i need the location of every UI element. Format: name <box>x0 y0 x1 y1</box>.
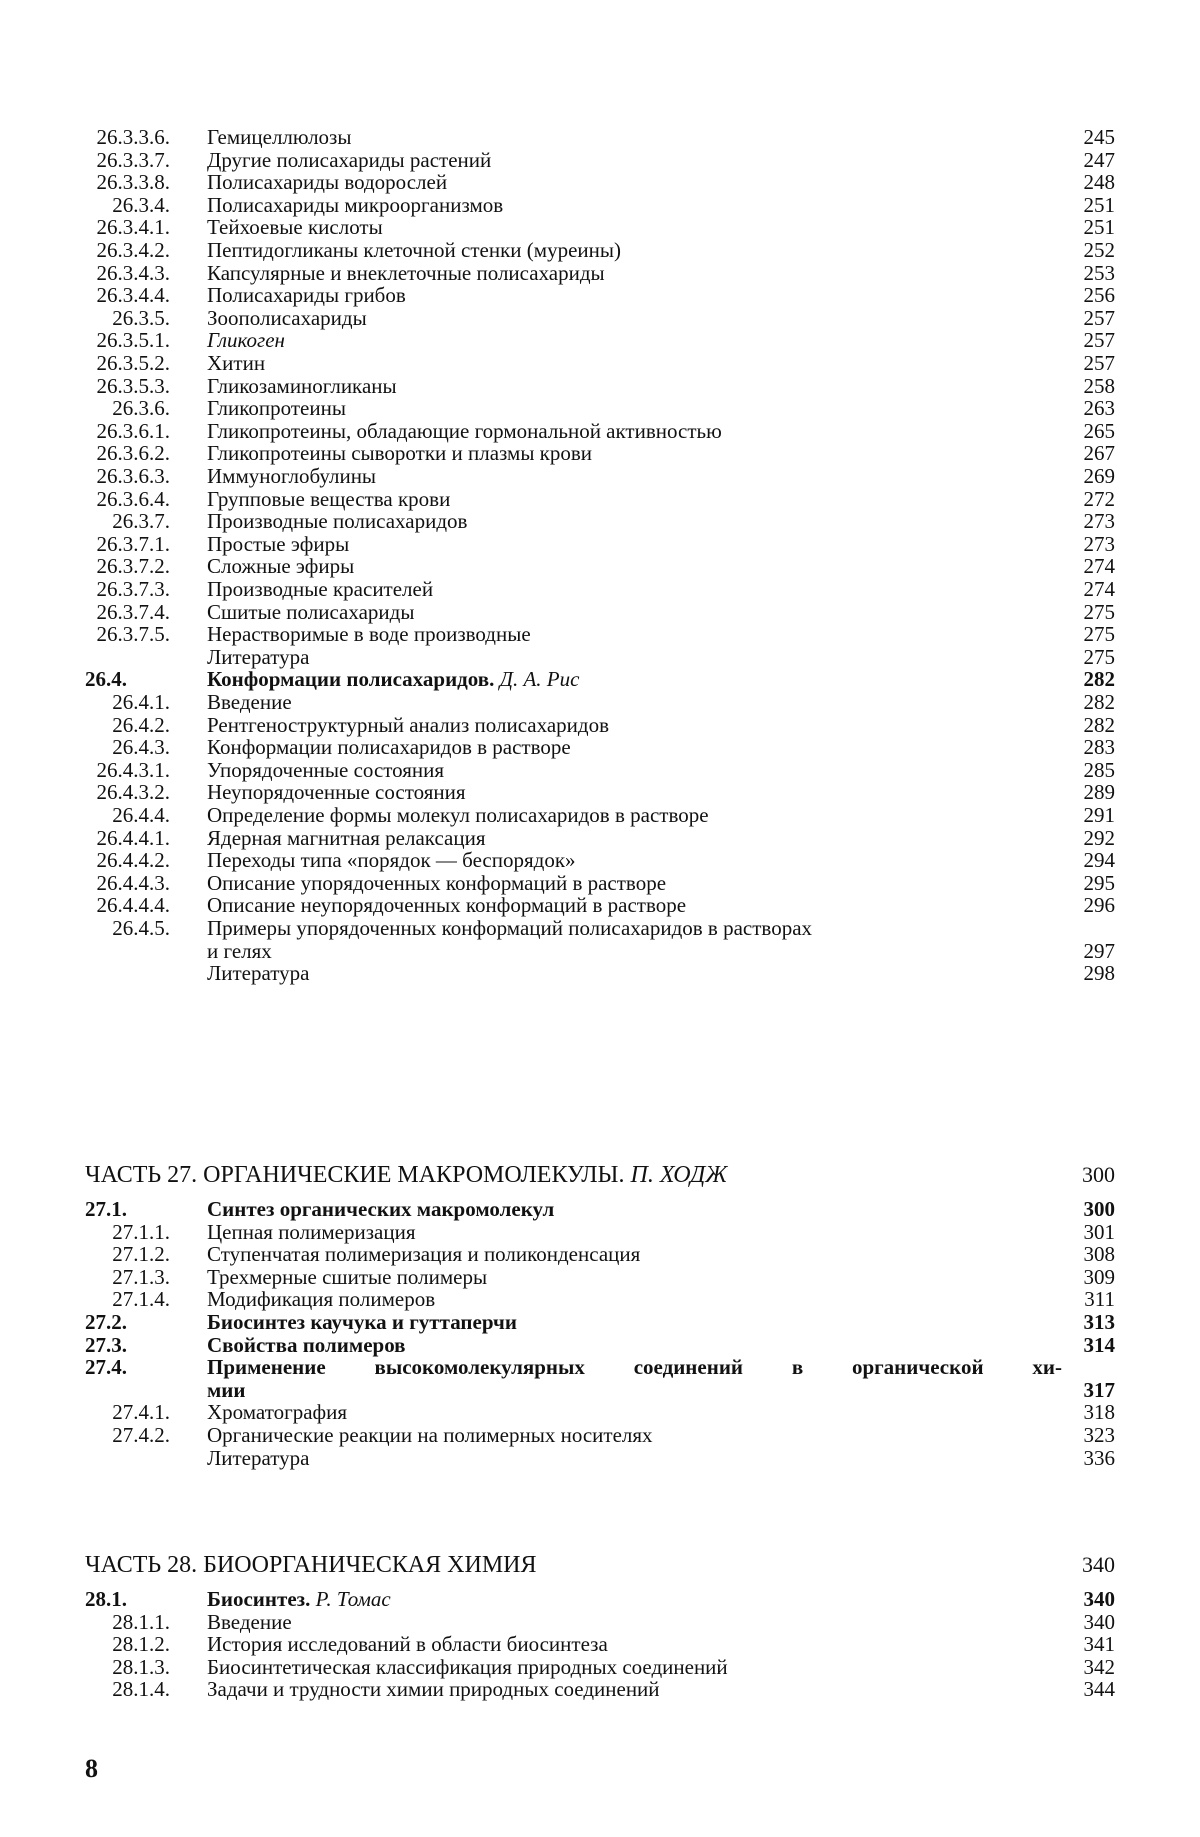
toc-entry-title-text: Синтез органических макромолекул <box>207 1197 555 1221</box>
toc-entry-page: 275 <box>1083 600 1115 624</box>
toc-entry-title-text: Описание неупорядоченных конформаций в растворе <box>207 893 687 917</box>
toc-entry <box>0 826 1200 850</box>
part-heading <box>0 1550 1200 1580</box>
toc-entry-page: 285 <box>1083 758 1115 782</box>
toc-entry-title-text: Переходы типа «порядок — беспорядок» <box>207 848 576 872</box>
toc-entry-number: 26.3.7.1. <box>96 532 170 556</box>
toc-entry-page: 257 <box>1083 328 1115 352</box>
toc-entry <box>0 1677 1200 1701</box>
toc-entry-page: 296 <box>1083 893 1115 917</box>
toc-entry-title <box>207 848 576 872</box>
toc-entry <box>0 396 1200 420</box>
toc-entry-number: 26.3.5.2. <box>96 351 170 375</box>
toc-entry-title <box>207 961 309 985</box>
toc-entry-title <box>207 1400 347 1424</box>
toc-entry-title-text: Сложные эфиры <box>207 554 355 578</box>
toc-entry-title <box>207 1655 728 1679</box>
toc-entry-number: 28.1.3. <box>112 1655 170 1679</box>
toc-entry-number: 26.3.4.1. <box>96 215 170 239</box>
toc-entry-title-text: Биосинтез. <box>207 1587 311 1611</box>
toc-entry-title-text: Иммуноглобулины <box>207 464 377 488</box>
toc-entry-title <box>207 396 346 420</box>
toc-entry-author: Д. А. Рис <box>499 667 580 691</box>
toc-entry-number: 26.4.2. <box>112 713 170 737</box>
toc-entry-page: 283 <box>1083 735 1115 759</box>
toc-entry <box>0 374 1200 398</box>
toc-entry-title <box>207 306 367 330</box>
toc-entry-title <box>207 893 686 917</box>
toc-entry-number: 27.4.2. <box>112 1423 170 1447</box>
toc-entry <box>0 441 1200 465</box>
toc-entry <box>0 645 1200 669</box>
toc-entry-title-text: Задачи и трудности химии природных соединений <box>207 1677 660 1701</box>
toc-entry-page: 252 <box>1083 238 1115 262</box>
toc-entry-title <box>207 170 447 194</box>
toc-entry-title <box>207 1242 640 1266</box>
toc-entry <box>0 554 1200 578</box>
toc-entry-title-text: Хроматография <box>207 1400 348 1424</box>
toc-entry-number: 28.1.2. <box>112 1632 170 1656</box>
toc-entry-number: 27.1.2. <box>112 1242 170 1266</box>
toc-entry-title-text: Гликозаминогликаны <box>207 374 397 398</box>
toc-entry-page: 336 <box>1083 1446 1115 1470</box>
toc-entry <box>0 125 1200 149</box>
toc-entry-title-text: Зоополисахариды <box>207 306 367 330</box>
toc-entry-page: 340 <box>1083 1610 1115 1634</box>
toc-entry-page: 311 <box>1084 1287 1115 1311</box>
toc-entry-number: 26.4.3.1. <box>96 758 170 782</box>
toc-entry-number: 26.3.3.8. <box>96 170 170 194</box>
toc-entry <box>0 170 1200 194</box>
toc-entry-title <box>207 441 592 465</box>
toc-entry-page: 308 <box>1083 1242 1115 1266</box>
toc-entry-number: 26.4.4.4. <box>96 893 170 917</box>
toc-entry <box>0 328 1200 352</box>
toc-entry-title <box>207 622 531 646</box>
toc-entry-title <box>207 735 571 759</box>
toc-entry <box>0 1310 1200 1334</box>
toc-entry <box>0 713 1200 737</box>
toc-entry-page: 298 <box>1083 961 1115 985</box>
toc-entry-title-text: Гликопротеины <box>207 396 346 420</box>
toc-entry <box>0 1333 1200 1357</box>
toc-entry-title <box>207 1677 660 1701</box>
toc-word: Применение <box>207 1355 326 1379</box>
toc-entry-number: 28.1.4. <box>112 1677 170 1701</box>
toc-entry-number: 26.4. <box>85 667 127 691</box>
toc-entry-page: 274 <box>1083 554 1115 578</box>
toc-entry-number: 26.3.3.7. <box>96 148 170 172</box>
toc-entry-page: 341 <box>1083 1632 1115 1656</box>
toc-entry <box>0 464 1200 488</box>
toc-entry-title-text: Тейхоевые кислоты <box>207 215 383 239</box>
toc-entry-page: 263 <box>1083 396 1115 420</box>
toc-entry-title-text: История исследований в области биосинтеза <box>207 1632 608 1656</box>
toc-entry-title-text: Простые эфиры <box>207 532 350 556</box>
toc-entry-title-text: Хитин <box>207 351 266 375</box>
toc-entry-title <box>207 939 272 963</box>
toc-entry-number: 26.3.6.4. <box>96 487 170 511</box>
toc-entry-author: Р. Томас <box>315 1587 391 1611</box>
toc-entry-number: 28.1. <box>85 1587 127 1611</box>
toc-entry-number: 27.2. <box>85 1310 127 1334</box>
toc-entry-number: 26.4.3.2. <box>96 780 170 804</box>
toc-entry <box>0 667 1200 691</box>
toc-entry <box>0 487 1200 511</box>
toc-entry-title <box>207 261 605 285</box>
part-author: П. ХОДЖ <box>630 1162 728 1188</box>
toc-entry-page: 300 <box>1083 1197 1115 1221</box>
toc-entry-title <box>207 1220 415 1244</box>
toc-entry <box>0 1265 1200 1289</box>
toc-entry-number: 26.4.1. <box>112 690 170 714</box>
toc-entry-title-text: Свойства полимеров <box>207 1333 406 1357</box>
toc-entry-title <box>207 577 433 601</box>
toc-entry <box>0 961 1200 985</box>
toc-entry-title-text: Гликопротеины, обладающие гормональной активностью <box>207 419 722 443</box>
toc-entry-title-text: Цепная полимеризация <box>207 1220 416 1244</box>
part-title-text: ЧАСТЬ 27. ОРГАНИЧЕСКИЕ МАКРОМОЛЕКУЛЫ. <box>85 1162 625 1188</box>
toc-entry-page: 267 <box>1083 441 1115 465</box>
toc-entry <box>0 1355 1200 1379</box>
toc-entry-title <box>207 374 397 398</box>
toc-entry-title <box>207 667 579 691</box>
toc-entry <box>0 893 1200 917</box>
toc-entry-number: 26.4.4.1. <box>96 826 170 850</box>
toc-entry <box>0 193 1200 217</box>
toc-entry-page: 253 <box>1083 261 1115 285</box>
toc-entry-title <box>207 193 503 217</box>
toc-entry-number: 26.3.6.3. <box>96 464 170 488</box>
toc-word: органической <box>851 1355 984 1379</box>
toc-entry-title <box>207 464 376 488</box>
toc-entry-page: 313 <box>1083 1310 1115 1334</box>
toc-entry-page: 247 <box>1083 148 1115 172</box>
toc-entry-page: 265 <box>1083 419 1115 443</box>
toc-entry-page: 295 <box>1083 871 1115 895</box>
toc-entry-number: 26.4.5. <box>112 916 170 940</box>
toc-entry <box>0 1587 1200 1611</box>
toc-entry-title-text: Полисахариды микроорганизмов <box>207 193 504 217</box>
toc-entry-page: 275 <box>1083 622 1115 646</box>
toc-entry-page: 251 <box>1083 193 1115 217</box>
toc-entry <box>0 238 1200 262</box>
toc-entry-title-text: Биосинтез каучука и гуттаперчи <box>207 1310 517 1334</box>
toc-entry-title-text: Органические реакции на полимерных носителях <box>207 1423 653 1447</box>
toc-entry-title <box>207 1378 246 1402</box>
toc-entry-number: 27.1.3. <box>112 1265 170 1289</box>
toc-entry <box>0 577 1200 601</box>
toc-entry-page: 301 <box>1083 1220 1115 1244</box>
toc-entry-title <box>207 125 351 149</box>
toc-entry-number: 26.3.4.4. <box>96 283 170 307</box>
toc-entry-page: 323 <box>1083 1423 1115 1447</box>
toc-entry-page: 275 <box>1083 645 1115 669</box>
toc-entry-number: 27.4. <box>85 1355 127 1379</box>
toc-entry-title <box>207 1197 554 1221</box>
toc-entry-title-text: Нерастворимые в воде производные <box>207 622 531 646</box>
toc-entry-number: 26.4.4.2. <box>96 848 170 872</box>
toc-entry-title-text: Введение <box>207 690 292 714</box>
toc-word: в <box>791 1355 804 1379</box>
toc-entry <box>0 780 1200 804</box>
toc-entry-title <box>207 215 383 239</box>
toc-entry <box>0 1423 1200 1447</box>
toc-entry <box>0 871 1200 895</box>
toc-entry-title-text: Ступенчатая полимеризация и поликонденсация <box>207 1242 641 1266</box>
toc-entry-title <box>207 713 609 737</box>
toc-entry-title-text: Другие полисахариды растений <box>207 148 492 172</box>
toc-entry-title <box>207 487 450 511</box>
toc-entry-title-text: Капсулярные и внеклеточные полисахариды <box>207 261 605 285</box>
toc-entry <box>0 1446 1200 1470</box>
toc-entry-number: 26.4.4. <box>112 803 170 827</box>
toc-entry-title <box>207 1446 309 1470</box>
toc-entry <box>0 690 1200 714</box>
toc-entry-title <box>207 1287 435 1311</box>
toc-entry <box>0 1610 1200 1634</box>
toc-word: соединений <box>633 1355 744 1379</box>
toc-entry-title-text: Ядерная магнитная релаксация <box>207 826 486 850</box>
toc-entry <box>0 1655 1200 1679</box>
toc-entry <box>0 600 1200 624</box>
toc-entry-number: 26.3.5.1. <box>96 328 170 352</box>
toc-entry-title-text: Сшитые полисахариды <box>207 600 415 624</box>
toc-entry-title <box>207 645 309 669</box>
toc-entry-page: 291 <box>1083 803 1115 827</box>
toc-entry-title <box>207 1333 406 1357</box>
toc-entry-number: 27.1. <box>85 1197 127 1221</box>
toc-entry-number: 26.3.6. <box>112 396 170 420</box>
toc-entry <box>0 1197 1200 1221</box>
toc-entry-page: 256 <box>1083 283 1115 307</box>
toc-entry-page: 314 <box>1083 1333 1115 1357</box>
toc-entry-title <box>207 509 467 533</box>
toc-entry-page: 342 <box>1083 1655 1115 1679</box>
toc-entry-title-text: Конформации полисахаридов в растворе <box>207 735 571 759</box>
toc-entry <box>0 758 1200 782</box>
toc-entry-page: 282 <box>1083 713 1115 737</box>
toc-entry-title-text: Полисахариды грибов <box>207 283 406 307</box>
toc-entry-title <box>207 351 265 375</box>
toc-entry-title-text: Групповые вещества крови <box>207 487 451 511</box>
toc-word: высокомолекулярных <box>374 1355 585 1379</box>
toc-entry <box>0 261 1200 285</box>
page-number: 8 <box>85 1754 98 1783</box>
toc-entry-page: 292 <box>1083 826 1115 850</box>
toc-entry-page: 274 <box>1083 577 1115 601</box>
toc-entry-title-text: Введение <box>207 1610 292 1634</box>
toc-entry-title <box>207 1423 653 1447</box>
toc-entry-page: 294 <box>1083 848 1115 872</box>
toc-entry-title-text: Производные красителей <box>207 577 434 601</box>
toc-entry-title <box>207 1610 292 1634</box>
toc-entry-number: 26.3.7.2. <box>96 554 170 578</box>
toc-entry-page: 340 <box>1083 1587 1115 1611</box>
toc-entry-page: 269 <box>1083 464 1115 488</box>
toc-entry-title <box>207 690 292 714</box>
toc-entry-number: 26.3.4. <box>112 193 170 217</box>
toc-entry-page: 258 <box>1083 374 1115 398</box>
toc-entry-number: 26.3.7.5. <box>96 622 170 646</box>
toc-entry-page: 344 <box>1083 1677 1115 1701</box>
toc-entry-number: 26.4.4.3. <box>96 871 170 895</box>
toc-entry <box>0 1400 1200 1424</box>
toc-entry-number: 27.3. <box>85 1333 127 1357</box>
toc-entry-title-text: мии <box>207 1378 246 1402</box>
toc-entry-title-text: Модификация полимеров <box>207 1287 436 1311</box>
toc-entry-title-text: Гликопротеины сыворотки и плазмы крови <box>207 441 593 465</box>
toc-entry-number: 26.3.4.3. <box>96 261 170 285</box>
toc-entry-title-text: Литература <box>207 961 310 985</box>
toc-entry-number: 27.1.4. <box>112 1287 170 1311</box>
toc-entry-number: 26.3.6.2. <box>96 441 170 465</box>
toc-entry-title-text: и гелях <box>207 939 272 963</box>
toc-entry <box>0 1242 1200 1266</box>
toc-entry-page: 251 <box>1083 215 1115 239</box>
toc-entry-title <box>207 803 709 827</box>
toc-entry-title-text: Описание упорядоченных конформаций в растворе <box>207 871 667 895</box>
toc-entry <box>0 148 1200 172</box>
toc-entry-page: 282 <box>1083 690 1115 714</box>
toc-entry <box>0 939 1200 963</box>
toc-entry-title-text: Упорядоченные состояния <box>207 758 445 782</box>
toc-entry-title <box>207 1632 608 1656</box>
toc-entry-number: 26.3.4.2. <box>96 238 170 262</box>
toc-entry-number: 26.3.3.6. <box>96 125 170 149</box>
toc-entry-page: 282 <box>1083 667 1115 691</box>
toc-entry-title <box>207 554 354 578</box>
toc-entry-title <box>207 238 621 262</box>
toc-entry-title <box>207 1310 517 1334</box>
toc-entry <box>0 735 1200 759</box>
toc-entry <box>0 1632 1200 1656</box>
toc-entry <box>0 848 1200 872</box>
toc-entry-page: 318 <box>1083 1400 1115 1424</box>
toc-entry-title-text: Пептидогликаны клеточной стенки (муреины) <box>207 238 621 262</box>
toc-entry-title <box>207 283 406 307</box>
toc-entry <box>0 1220 1200 1244</box>
toc-entry-title-text: Конформации полисахаридов. <box>207 667 495 691</box>
toc-entry-title <box>207 916 812 940</box>
toc-entry-title-text: Неупорядоченные состояния <box>207 780 466 804</box>
toc-entry <box>0 916 1200 940</box>
part-page: 340 <box>1082 1552 1115 1577</box>
toc-entry-title <box>207 328 285 352</box>
toc-entry <box>0 509 1200 533</box>
toc-entry-title-text: Трехмерные сшитые полимеры <box>207 1265 488 1289</box>
toc-entry-number: 26.3.7.4. <box>96 600 170 624</box>
toc-entry-number: 26.3.5.3. <box>96 374 170 398</box>
toc-entry-title-text: Определение формы молекул полисахаридов в растворе <box>207 803 709 827</box>
toc-entry-title <box>207 758 444 782</box>
toc-entry-title <box>207 871 666 895</box>
toc-entry-page: 257 <box>1083 351 1115 375</box>
toc-entry-title-text: Полисахариды водорослей <box>207 170 448 194</box>
toc-entry-page: 309 <box>1083 1265 1115 1289</box>
part-page: 300 <box>1082 1162 1115 1187</box>
toc-entry-page: 289 <box>1083 780 1115 804</box>
part-title <box>85 1550 537 1580</box>
toc-entry-number: 26.3.7.3. <box>96 577 170 601</box>
part-title-text: ЧАСТЬ 28. БИООРГАНИЧЕСКАЯ ХИМИЯ <box>85 1552 537 1578</box>
toc-entry-title-text: Гемицеллюлозы <box>207 125 352 149</box>
toc-entry-page: 297 <box>1083 939 1115 963</box>
part-heading <box>0 1160 1200 1190</box>
toc-entry-title <box>207 1355 1062 1379</box>
toc-word: хи- <box>1032 1355 1062 1379</box>
toc-entry <box>0 622 1200 646</box>
toc-entry-title <box>207 826 486 850</box>
toc-entry-page: 272 <box>1083 487 1115 511</box>
toc-entry <box>0 803 1200 827</box>
toc-entry-page: 273 <box>1083 532 1115 556</box>
toc-entry-title <box>207 419 722 443</box>
toc-entry-title-text: Биосинтетическая классификация природных соединений <box>207 1655 728 1679</box>
toc-entry-title-text: Рентгеноструктурный анализ полисахаридов <box>207 713 609 737</box>
toc-entry-page: 257 <box>1083 306 1115 330</box>
toc-entry <box>0 215 1200 239</box>
toc-entry <box>0 419 1200 443</box>
toc-entry-title <box>207 780 466 804</box>
toc-entry-title-text: Литература <box>207 1446 310 1470</box>
toc-entry <box>0 283 1200 307</box>
toc-entry-page: 248 <box>1083 170 1115 194</box>
toc-entry-title-text: Гликоген <box>207 328 285 352</box>
toc-entry <box>0 351 1200 375</box>
toc-entry-title-text: Примеры упорядоченных конформаций полисахаридов в растворах <box>207 916 813 940</box>
toc-entry-number: 27.4.1. <box>112 1400 170 1424</box>
toc-entry-number: 26.3.7. <box>112 509 170 533</box>
part-title <box>85 1160 727 1190</box>
toc-entry <box>0 532 1200 556</box>
toc-entry <box>0 1287 1200 1311</box>
toc-entry-title <box>207 148 491 172</box>
toc-entry-number: 28.1.1. <box>112 1610 170 1634</box>
toc-entry-title <box>207 1587 391 1611</box>
toc-entry-title-text: Литература <box>207 645 310 669</box>
toc-entry-title-text: Производные полисахаридов <box>207 509 468 533</box>
toc-entry-page: 273 <box>1083 509 1115 533</box>
toc-entry <box>0 1378 1200 1402</box>
toc-entry-title <box>207 532 349 556</box>
toc-entry-number: 27.1.1. <box>112 1220 170 1244</box>
toc-entry-number: 26.3.5. <box>112 306 170 330</box>
toc-entry-page: 317 <box>1083 1378 1115 1402</box>
toc-entry-number: 26.3.6.1. <box>96 419 170 443</box>
toc-entry <box>0 306 1200 330</box>
toc-entry-page: 245 <box>1083 125 1115 149</box>
toc-entry-title <box>207 1265 487 1289</box>
toc-entry-number: 26.4.3. <box>112 735 170 759</box>
toc-entry-title <box>207 600 414 624</box>
